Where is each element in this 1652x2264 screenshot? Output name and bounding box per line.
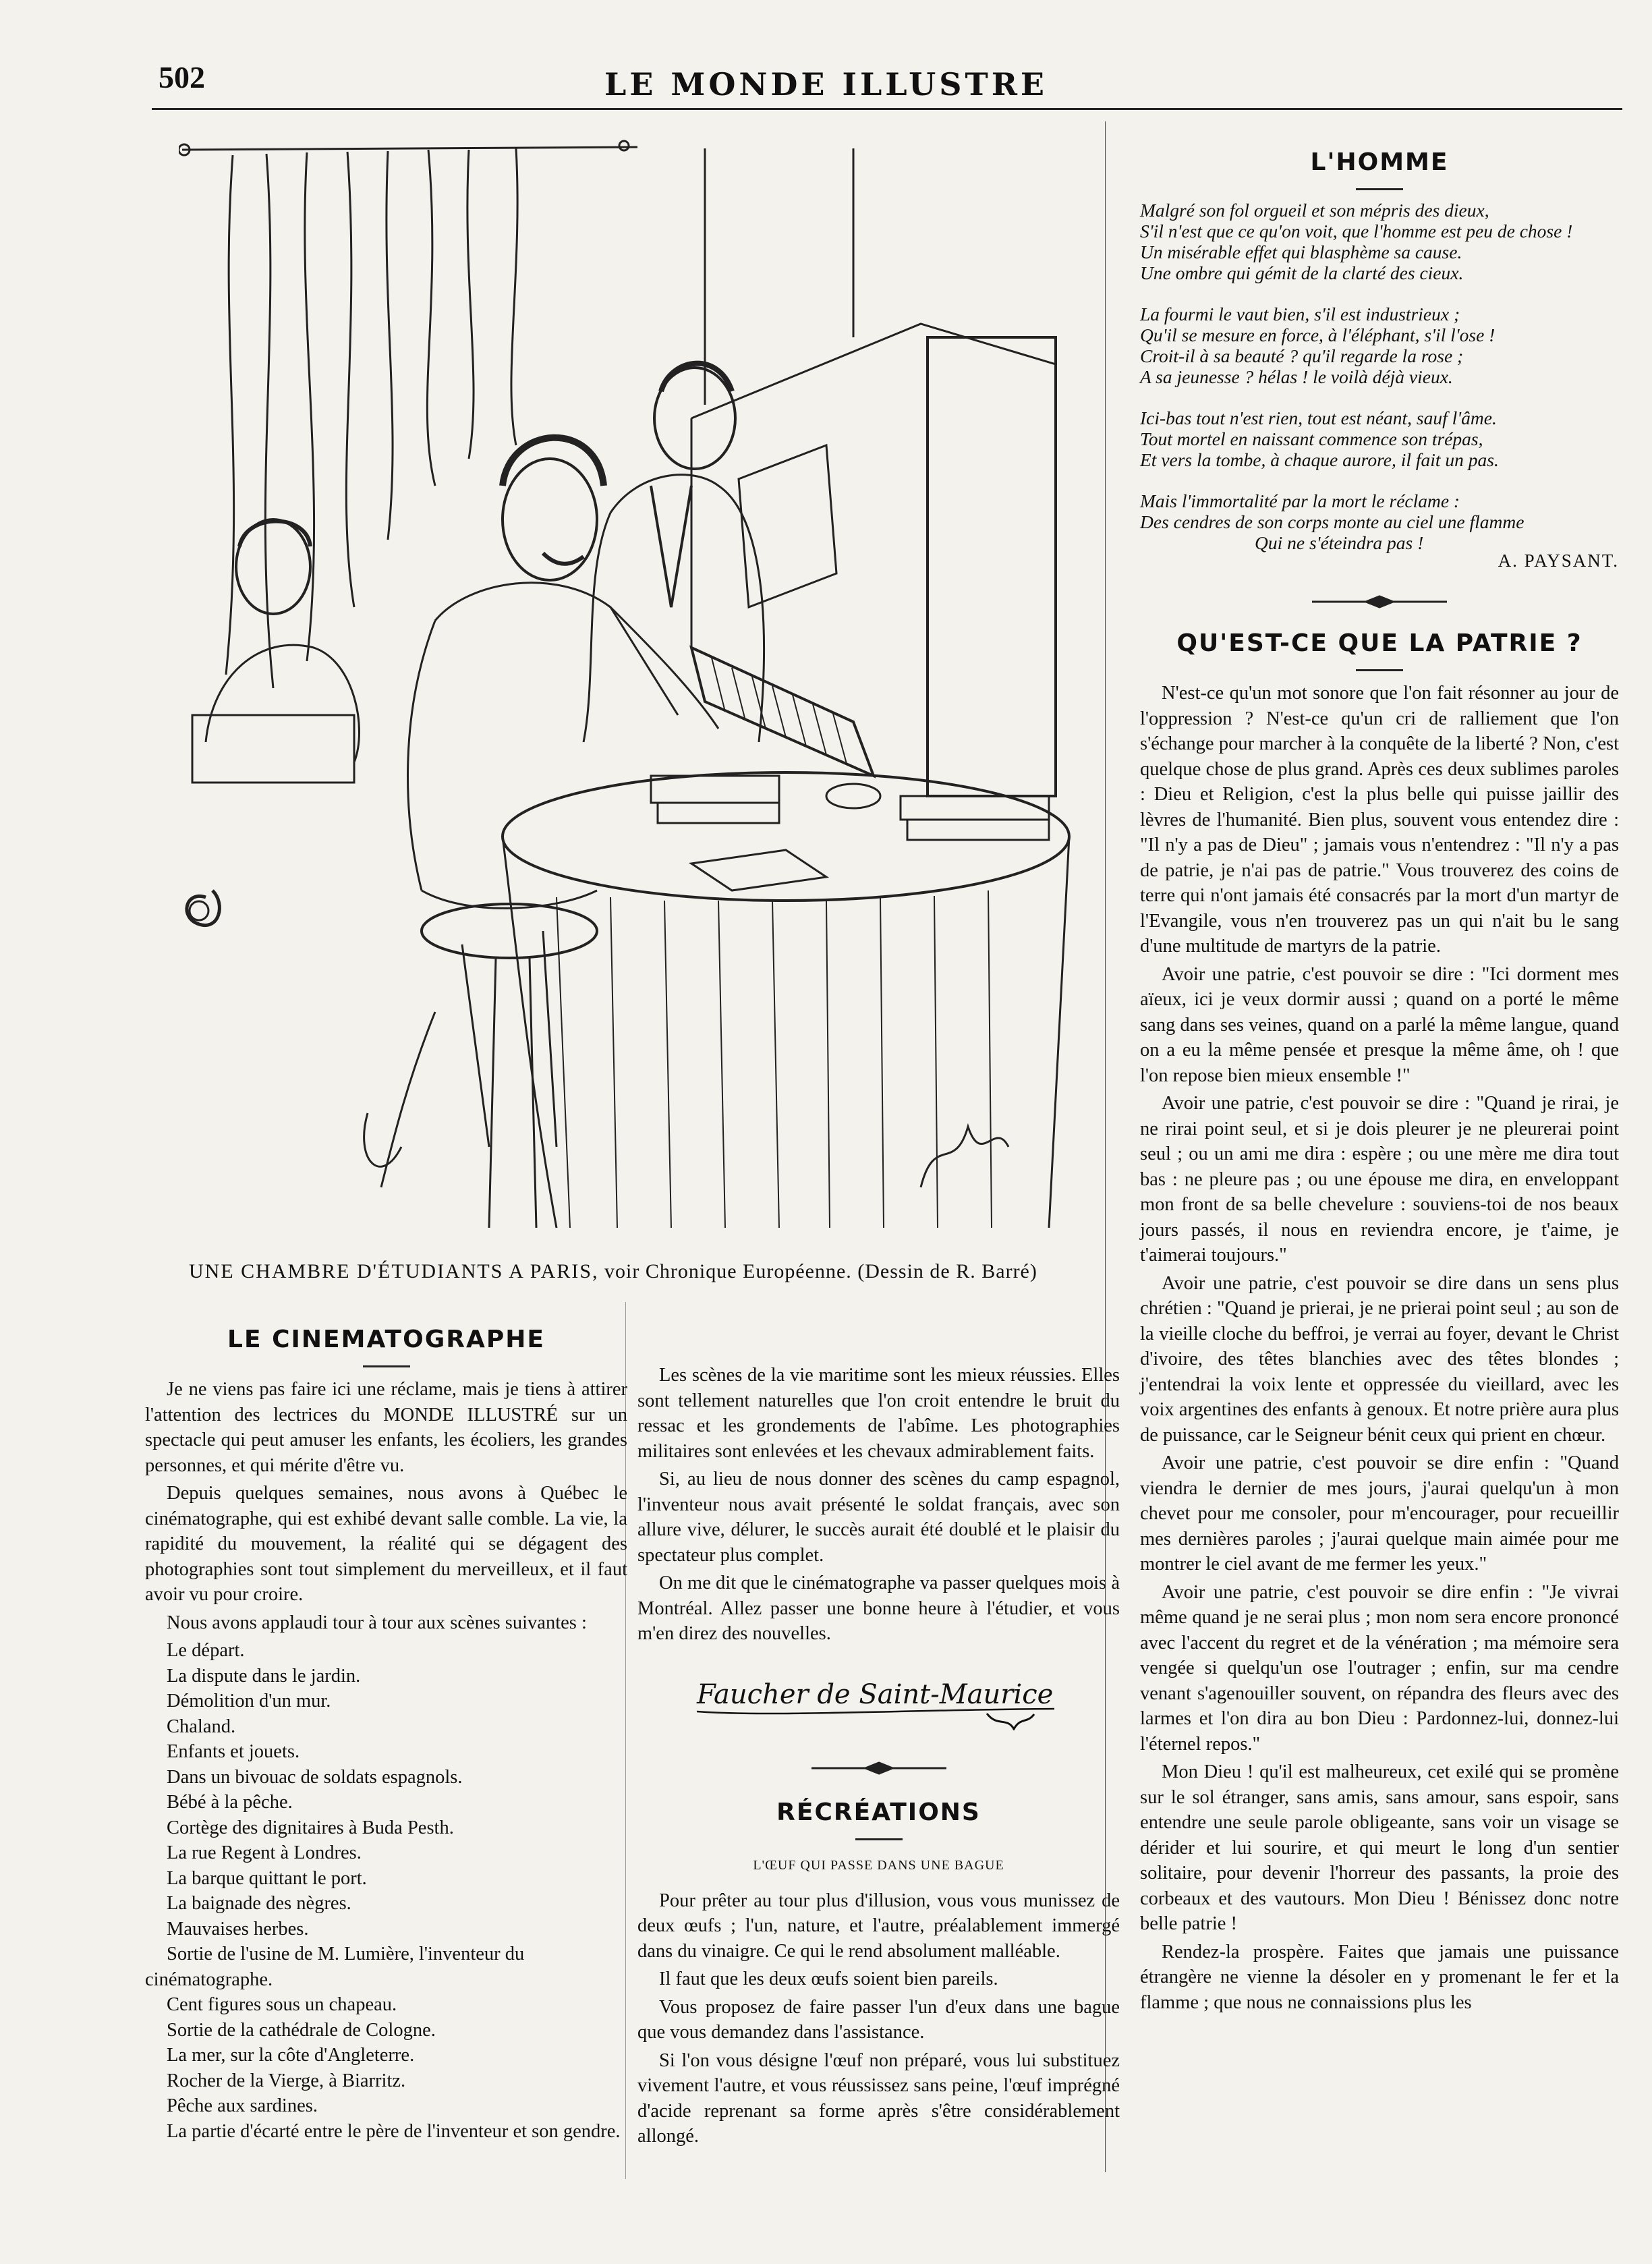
- poem-line: Croit-il à sa beauté ? qu'il regarde la rose ;: [1140, 345, 1464, 366]
- paragraph: Depuis quelques semaines, nous avons à Québec le cinématographe, qui est exhibé devant salle comble. La vie, la rapidité du mouvement, la réalité qui se dégagent des photographies sont tout simplement du merveilleux, et il faut avoir vu pour croire.: [145, 1483, 627, 1605]
- paragraph: Je ne viens pas faire ici une réclame, mais je tiens à attirer l'attention des lectrices du MONDE ILLUSTRÉ sur un spectacle qui peut amuser les enfants, les écoliers, les grandes personnes, et qui mérite d'être vu.: [145, 1379, 627, 1476]
- author-signature: [637, 1670, 1120, 1734]
- scene-item: Bébé à la pêche.: [167, 1792, 293, 1813]
- scene-item: La mer, sur la côte d'Angleterre.: [167, 2045, 415, 2066]
- poem-line: La fourmi le vaut bien, s'il est industrieux ;: [1140, 304, 1460, 324]
- ornament-divider: [1140, 592, 1619, 612]
- poem-title: L'HOMME: [1310, 148, 1449, 176]
- caption-title: UNE CHAMBRE D'ÉTUDIANTS A PARIS,: [189, 1260, 599, 1282]
- recreations-title: RÉCRÉATIONS: [776, 1798, 981, 1826]
- title-rule: [1356, 669, 1403, 671]
- title-rule: [855, 1838, 903, 1840]
- page-number: 502: [159, 60, 205, 94]
- cinema-section: [145, 1326, 627, 2144]
- scene-item: La barque quittant le port.: [167, 1867, 367, 1889]
- scene-list: [145, 1638, 627, 2144]
- paragraph: On me dit que le cinématographe va passer quelques mois à Montréal. Allez passer une bonne heure à l'étudier, et vous m'en direz des nouvelles.: [637, 1573, 1120, 1644]
- patrie-body: [1140, 681, 1619, 2015]
- scene-item: La partie d'écarté entre le père de l'inventeur et son gendre.: [167, 2120, 621, 2142]
- cinema-continued: [637, 1363, 1120, 2152]
- poem-line: Une ombre qui gémit de la clarté des cieux.: [1140, 262, 1464, 283]
- paragraph: Nous avons applaudi tour à tour aux scènes suivantes :: [167, 1612, 587, 1633]
- patrie-title: QU'EST-CE QUE LA PATRIE ?: [1176, 629, 1583, 657]
- poem-section: [1140, 148, 1619, 2018]
- poem-line: Et vers la tombe, à chaque aurore, il fait un pas.: [1140, 449, 1499, 470]
- paragraph: Vous proposez de faire passer l'un d'eux dans une bague que vous demandez dans l'assistance.: [637, 1996, 1120, 2043]
- signature-text: Faucher de Saint-Maurice: [696, 1678, 1053, 1710]
- paragraph: Si l'on vous désigne l'œuf non préparé, vous lui substituez vivement l'autre, et vous réussissez sans peine, l'œuf imprégné d'acide reprenant sa forme après s'être considérablement allongé.: [637, 2049, 1120, 2147]
- poem-line: Malgré son fol orgueil et son mépris des dieux,: [1140, 200, 1489, 221]
- scene-item: Chaland.: [167, 1716, 236, 1737]
- poem-line: Un misérable effet qui blasphème sa cause.: [1140, 242, 1462, 262]
- poem-line: S'il n'est que ce qu'on voit, que l'homme est peu de chose !: [1140, 221, 1573, 242]
- poem-line: Qui ne s'éteindra pas !: [1255, 532, 1424, 553]
- scene-item: Sortie de l'usine de M. Lumière, l'inventeur du cinématographe.: [145, 1944, 525, 1990]
- poem-line: Ici-bas tout n'est rien, tout est néant, sauf l'âme.: [1140, 407, 1497, 428]
- poem-body: [1140, 200, 1619, 553]
- poem-author: A. PAYSANT.: [1498, 550, 1619, 571]
- scene-item: La dispute dans le jardin.: [167, 1665, 361, 1687]
- cinema-title: LE CINEMATOGRAPHE: [227, 1326, 545, 1353]
- paragraph: Avoir une patrie, c'est pouvoir se dire enfin : "Quand viendra le dernier de mes jours, j'aurai quelqu'un à mon chevet pour me consoler, pour m'encourager, pour recueillir mes dernières paroles ; j'aurai quelque main aimée pour me montrer le ciel avant de me fermer les yeux.": [1140, 1452, 1619, 1575]
- poem-line: Qu'il se mesure en force, à l'éléphant, s'il l'ose !: [1140, 324, 1496, 345]
- poem-stanza: [1140, 490, 1619, 553]
- scene-item: Dans un bivouac de soldats espagnols.: [167, 1766, 463, 1788]
- scene-item: Démolition d'un mur.: [167, 1691, 331, 1711]
- caption-credit: voir Chronique Européenne. (Dessin de R. Barré): [604, 1260, 1037, 1282]
- poem-line: A sa jeunesse ? hélas ! le voilà déjà vieux.: [1140, 366, 1453, 387]
- ornament-divider: [637, 1758, 1120, 1778]
- paragraph: N'est-ce qu'un mot sonore que l'on fait résonner au jour de l'oppression ? N'est-ce qu'un cri de ralliement que l'on s'échange pour marcher à la conquête de la liberté ? Non, c'est quelque chose de plus grand. Après ces deux sublimes paroles : Dieu et Religion, c'est la plus belle qui puisse jaillir des lèvres de l'humanité. Bien plus, souvent vous entendez dire : "Il n'y a pas de Dieu" ; jamais vous n'entendrez : "Il n'y a pas de patrie, je n'ai pas de patrie." Vous trouverez des coins de terre qui n'ont jamais été consacrés par la mort d'un martyr de l'Evangile, vous n'en trouverez pas un qui n'ait bu le sang d'une multitude de martyrs de la patrie.: [1140, 683, 1619, 957]
- illustration-caption: [189, 1260, 1106, 1283]
- scene-item: Cent figures sous un chapeau.: [167, 1994, 397, 2015]
- engraving-illustration: [179, 135, 1103, 1248]
- poem-line: Mais l'immortalité par la mort le réclame :: [1140, 490, 1460, 511]
- poem-stanza: [1140, 200, 1619, 283]
- paragraph: Si, au lieu de nous donner des scènes du camp espagnol, l'inventeur nous avait présenté le soldat français, avec son allure vive, délurer, le succès aurait été doublé et le plaisir du spectateur plus complet.: [637, 1469, 1120, 1566]
- scene-item: Enfants et jouets.: [167, 1741, 300, 1762]
- poem-line: Des cendres de son corps monte au ciel une flamme: [1140, 511, 1525, 532]
- paragraph: Avoir une patrie, c'est pouvoir se dire dans un sens plus chrétien : "Quand je prierai, je ne prierai point seul ; au son de la vieille cloche du beffroi, je verrai au foyer, devant le Christ d'ivoire, des têtes blanchies avec des têtes blondes ; j'entendrai la voix lente et oppressée du vieillard, avec les voix argentines des enfants à genoux. Et notre prière aura plus de puissance, car le Seigneur bénit ceux qui prient en chœur.: [1140, 1272, 1619, 1446]
- paragraph: Les scènes de la vie maritime sont les mieux réussies. Elles sont tellement naturelles que l'on croit entendre le bruit du ressac et les grondements de l'abîme. Les photographies militaires sont enlevées et les chevaux admirablement faits.: [637, 1365, 1120, 1462]
- paragraph: Avoir une patrie, c'est pouvoir se dire : "Quand je rirai, je ne rirai point seul, et si je dois pleurer je ne pleurerai point seul ; ou un ami me dira : espère ; ou une mère me dira tout bas : ne pleure pas ; ou une épouse me dira, en enveloppant mon front de sa belle chevelure : souviens-toi de nos beaux jours passés, il nous en reviendra encore, je t'aime, je t'aimerai toujours.": [1140, 1093, 1619, 1266]
- scene-item: La rue Regent à Londres.: [167, 1842, 362, 1863]
- paragraph: Avoir une patrie, c'est pouvoir se dire enfin : "Je vivrai même quand je ne serai plus ; mon nom sera encore prononcé avec l'accent du regret et de la vénération ; ma mémoire sera vengée si quelqu'un ose l'outrager ; enfin, sur ma cendre venant s'agenouiller souvent, on répandra des fleurs avec des larmes et l'on dira au bon Dieu : Pardonnez-lui, donnez-lui l'éternel repos.": [1140, 1581, 1619, 1755]
- poem-stanza: [1140, 304, 1619, 387]
- recreations-subtitle: L'ŒUF QUI PASSE DANS UNE BAGUE: [753, 1857, 1004, 1873]
- scene-item: Cortège des dignitaires à Buda Pesth.: [167, 1817, 454, 1838]
- paragraph: Mon Dieu ! qu'il est malheureux, cet exilé qui se promène sur le sol étranger, sans amis, sans amour, sans espoir, sans entendre une seule parole obligeante, sans voir un visage se dérider et lui sourire, et qui meurt le long d'un sentier solitaire, pour devenir l'horreur des passants, la proie des corbeaux et des vautours. Mon Dieu ! Bénissez donc notre belle patrie !: [1140, 1761, 1619, 1934]
- title-rule: [1356, 188, 1403, 190]
- scene-item: La baignade des nègres.: [167, 1893, 351, 1914]
- scene-item: Le départ.: [167, 1640, 245, 1661]
- paragraph: Avoir une patrie, c'est pouvoir se dire : "Ici dorment mes aïeux, ici je veux dormir aussi ; quand on a porté le même sang dans ses veines, quand on a parlé la même langue, quand on a eu la même pensée et presque la même âme, oh ! que l'on repose bien mieux ensemble !": [1140, 963, 1619, 1086]
- header-rule: [152, 108, 1622, 110]
- scene-item: Mauvaises herbes.: [167, 1918, 309, 1940]
- masthead: LE MONDE ILLUSTRE: [604, 66, 1048, 103]
- scene-item: Rocher de la Vierge, à Biarritz.: [167, 2070, 406, 2091]
- paragraph: Il faut que les deux œufs soient bien pareils.: [659, 1969, 998, 1989]
- title-rule: [363, 1365, 410, 1367]
- scene-item: Sortie de la cathédrale de Cologne.: [167, 2019, 436, 2041]
- scene-item: Pêche aux sardines.: [167, 2095, 318, 2116]
- paragraph: Rendez-la prospère. Faites que jamais une puissance étrangère ne vienne la désoler en y promenant le fer et la flamme ; que nous ne connaissions plus les: [1140, 1941, 1619, 2013]
- poem-stanza: [1140, 407, 1619, 470]
- poem-line: Tout mortel en naissant commence son trépas,: [1140, 428, 1483, 449]
- paragraph: Pour prêter au tour plus d'illusion, vous vous munissez de deux œufs ; l'un, nature, et l'autre, préalablement immergé dans du vinaigre. Ce qui le rend absolument malléable.: [637, 1890, 1120, 1962]
